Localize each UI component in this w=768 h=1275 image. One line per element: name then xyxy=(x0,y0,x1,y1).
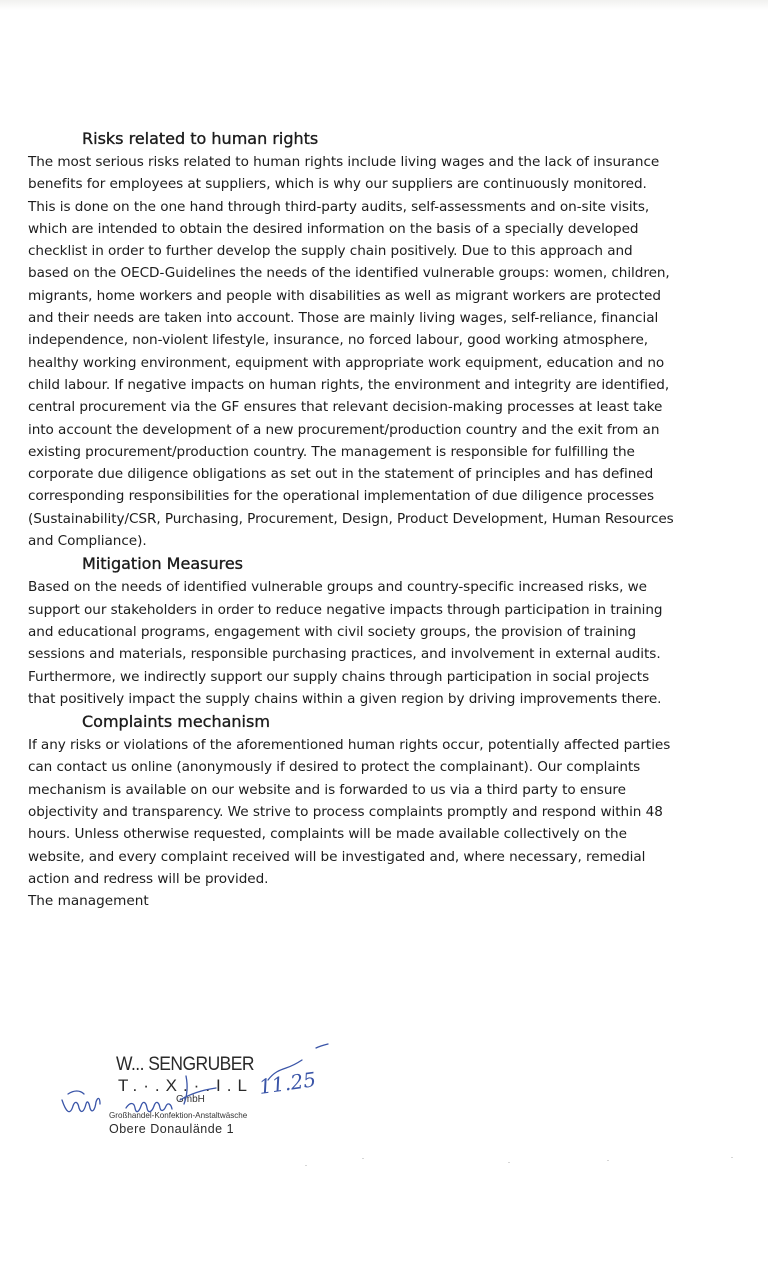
text-line: objectivity and transparency. We strive to process complaints promptly and respond within 48 xyxy=(28,804,663,821)
signature-date: 11.25 xyxy=(257,1067,318,1099)
signature-stroke xyxy=(316,1044,328,1048)
text-line: and Compliance). xyxy=(28,533,147,550)
text-line: into account the development of a new procurement/production country and the exit from an xyxy=(28,421,660,438)
section-complaints-mechanism xyxy=(28,710,738,890)
document-body xyxy=(28,127,738,913)
text-line: This is done on the one hand through third-party audits, self-assessments and on-site visits, xyxy=(28,198,650,215)
stamp-trade-line: Großhandel-Konfektion-Anstaltwäsche xyxy=(109,1110,248,1120)
text-line: existing procurement/production country. The management is responsible for fulfilling the xyxy=(28,443,635,460)
text-line: corresponding responsibilities for the operational implementation of due diligence processes xyxy=(28,488,655,505)
text-line: checklist in order to further develop the supply chain positively. Due to this approach and xyxy=(28,243,633,260)
scan-speck xyxy=(305,1165,307,1166)
text-line: and educational programs, engagement with civil society groups, the provision of training xyxy=(28,623,637,640)
text-line: central procurement via the GF ensures that relevant decision-making processes at least take xyxy=(28,399,663,416)
scan-speck xyxy=(607,1160,609,1161)
text-line: and their needs are taken into account. Those are mainly living wages, self-reliance, financial xyxy=(28,310,659,327)
section-mitigation-measures xyxy=(28,552,738,710)
text-line: based on the OECD-Guidelines the needs of the identified vulnerable groups: women, children, xyxy=(28,265,670,282)
section-paragraph xyxy=(28,151,738,552)
text-line: The most serious risks related to human rights include living wages and the lack of insurance xyxy=(28,154,660,170)
stamp-subtitle: T.·.X.·.I.L xyxy=(118,1076,253,1095)
text-line: support our stakeholders in order to reduce negative impacts through participation in training xyxy=(28,601,663,618)
company-stamp xyxy=(60,1042,350,1142)
signoff: The management xyxy=(28,893,149,910)
scan-speck xyxy=(362,1158,364,1159)
text-line: healthy working environment, equipment with appropriate work equipment, education and no xyxy=(28,354,665,371)
section-paragraph xyxy=(28,734,738,890)
handwritten-signature xyxy=(60,1042,350,1142)
text-line: which are intended to obtain the desired information on the basis of a specially developed xyxy=(28,220,639,237)
text-line: (Sustainability/CSR, Purchasing, Procurement, Design, Product Development, Human Resources xyxy=(28,510,674,527)
stamp-address: Obere Donaulände 1 xyxy=(109,1122,235,1136)
section-heading: Risks related to human rights xyxy=(82,129,319,148)
text-line: action and redress will be provided. xyxy=(28,870,269,887)
section-paragraph xyxy=(28,576,738,710)
stamp-company-name: W... SENGRUBER xyxy=(116,1054,254,1075)
text-line: mechanism is available on our website and is forwarded to us via a third party to ensure xyxy=(28,781,626,798)
scan-speck xyxy=(731,1157,733,1158)
text-line: independence, non-violent lifestyle, insurance, no forced labour, good working atmosphere, xyxy=(28,332,649,349)
text-line: migrants, home workers and people with disabilities as well as migrant workers are protected xyxy=(28,287,661,304)
text-line: that positively impact the supply chains within a given region by driving improvements there. xyxy=(28,690,662,707)
text-line: hours. Unless otherwise requested, complaints will be made available collectively on the xyxy=(28,826,627,843)
scan-speck xyxy=(508,1162,510,1163)
signature-stroke xyxy=(62,1098,100,1111)
text-line: benefits for employees at suppliers, which is why our suppliers are continuously monitored. xyxy=(28,176,647,193)
text-line: Furthermore, we indirectly support our supply chains through participation in social projects xyxy=(28,668,650,685)
scan-edge xyxy=(0,0,768,10)
text-line: sessions and materials, responsible purchasing practices, and involvement in external audits. xyxy=(28,646,661,663)
stamp-legal-form: GmbH xyxy=(176,1094,205,1105)
text-line: If any risks or violations of the aforementioned human rights occur, potentially affected parties xyxy=(28,737,671,754)
section-human-rights-risks xyxy=(28,127,738,552)
text-line: website, and every complaint received will be investigated and, where necessary, remedial xyxy=(28,848,646,865)
text-line: child labour. If negative impacts on human rights, the environment and integrity are identified, xyxy=(28,376,670,393)
text-line: can contact us online (anonymously if desired to protect the complainant). Our complaints xyxy=(28,759,641,776)
signature-stroke xyxy=(126,1102,172,1111)
text-line: corporate due diligence obligations as set out in the statement of principles and has defined xyxy=(28,466,654,483)
section-heading: Mitigation Measures xyxy=(82,554,243,574)
section-heading: Complaints mechanism xyxy=(82,712,270,732)
signature-stroke xyxy=(68,1091,84,1094)
text-line: Based on the needs of identified vulnerable groups and country-specific increased risks, we xyxy=(28,579,647,596)
signature-stroke xyxy=(184,1076,187,1104)
